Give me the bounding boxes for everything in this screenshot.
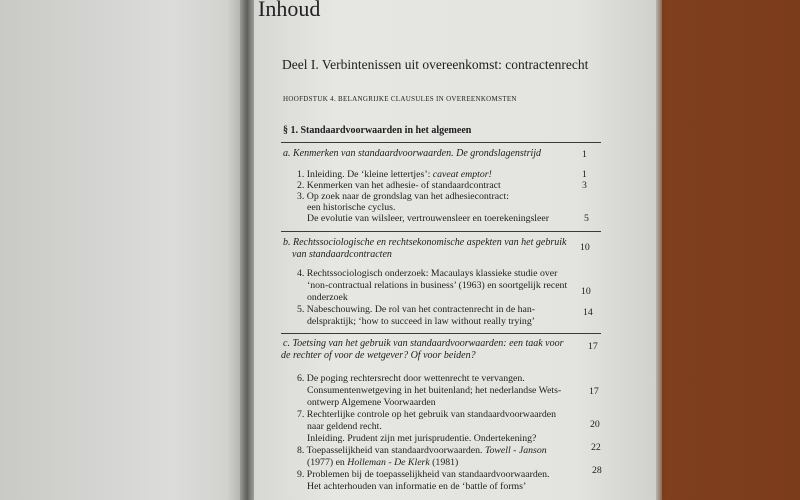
toc-line: Het achterhouden van informatie en de ‘battle of forms’ bbox=[307, 481, 527, 492]
page-number: 3 bbox=[582, 180, 587, 191]
page-title: Inhoud bbox=[258, 0, 321, 21]
page-number: 17 bbox=[589, 386, 599, 397]
page-number: 10 bbox=[580, 242, 590, 253]
toc-line: onderzoek bbox=[307, 292, 348, 303]
subsection-c: c. Toetsing van het gebruik van standaardvoorwaarden: een taak voor bbox=[283, 338, 564, 349]
section-rule bbox=[281, 231, 601, 232]
toc-line: Consumentenwetgeving in het buitenland; het nederlandse Wets- bbox=[307, 385, 562, 396]
toc-line: (1977) en Holleman - De Klerk (1981) bbox=[307, 457, 459, 468]
toc-line: 5. Nabeschouwing. De rol van het contractenrecht in de han- bbox=[297, 304, 536, 315]
page-number: 17 bbox=[588, 341, 598, 352]
page-number: 5 bbox=[584, 213, 589, 224]
page-edge bbox=[656, 0, 662, 500]
chapter-heading: HOOFDSTUK 4. BELANGRIJKE CLAUSULES IN OVEREENKOMSTEN bbox=[283, 95, 517, 103]
toc-line: 4. Rechtssociologisch onderzoek: Macaulays klassieke studie over bbox=[297, 268, 558, 279]
toc-line: 3. Op zoek naar de grondslag van het adhesiecontract: bbox=[297, 191, 509, 202]
toc-line: 2. Kenmerken van het adhesie- of standaardcontract bbox=[297, 180, 501, 191]
toc-line: ‘non-contractual relations in business’ (1963) en soortgelijk recent bbox=[307, 280, 568, 291]
toc-line: 8. Toepasselijkheid van standaardvoorwaarden. Towell - Janson bbox=[297, 445, 547, 456]
toc-line: ontwerp Algemene Voorwaarden bbox=[307, 397, 436, 408]
section-rule bbox=[281, 142, 601, 143]
toc-line: De evolutie van wilsleer, vertrouwensleer en toerekeningsleer bbox=[307, 213, 549, 224]
left-page bbox=[0, 0, 246, 500]
toc-line: naar geldend recht. bbox=[307, 421, 382, 432]
page-number: 1 bbox=[582, 169, 587, 180]
page-number: 28 bbox=[592, 465, 602, 476]
section-heading: § 1. Standaardvoorwaarden in het algemeen bbox=[283, 125, 472, 136]
subsection-b-cont: van standaardcontracten bbox=[292, 249, 392, 260]
toc-line: delspraktijk; ‘how to succeed in law without really trying’ bbox=[307, 316, 535, 327]
page-number: 1 bbox=[582, 149, 587, 160]
page-number: 14 bbox=[583, 307, 593, 318]
subsection-c-cont: de rechter of voor de wetgever? Of voor beiden? bbox=[281, 350, 476, 361]
page-number: 20 bbox=[590, 419, 600, 430]
toc-line: een historische cyclus. bbox=[307, 202, 396, 213]
toc-line: 1. Inleiding. De ‘kleine lettertjes’: caveat emptor! bbox=[297, 169, 492, 180]
part-heading: Deel I. Verbintenissen uit overeenkomst: contractenrecht bbox=[282, 57, 589, 72]
page-number: 22 bbox=[591, 442, 601, 453]
subsection-a: a. Kenmerken van standaardvoorwaarden. De grondslagenstrijd bbox=[283, 148, 542, 159]
section-rule bbox=[281, 333, 601, 334]
page-number: 10 bbox=[581, 286, 591, 297]
toc-line: 9. Problemen bij de toepasselijkheid van standaardvoorwaarden. bbox=[297, 469, 550, 480]
toc-line: Inleiding. Prudent zijn met jurisprudentie. Ondertekening? bbox=[307, 433, 537, 444]
subsection-b: b. Rechtssociologische en rechtsekonomische aspekten van het gebruik bbox=[283, 237, 567, 248]
toc-line: 7. Rechterlijke controle op het gebruik van standaardvoorwaarden bbox=[297, 409, 556, 420]
toc-line: 6. De poging rechtersrecht door wettenrecht te vervangen. bbox=[297, 373, 525, 384]
